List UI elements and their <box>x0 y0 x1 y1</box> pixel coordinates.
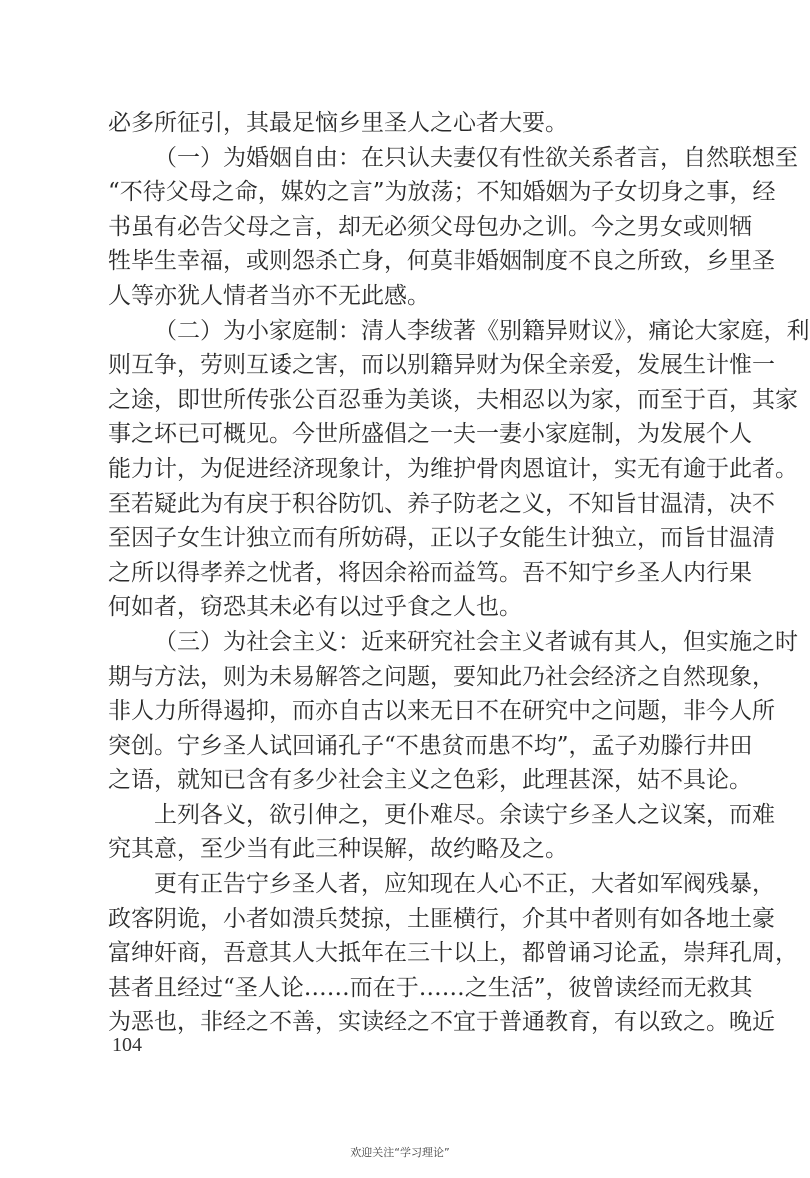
paragraph-first-line: （一）为婚姻自由：在只认夫妻仅有性欲关系者言，自然联想至 <box>154 144 798 171</box>
text-line: 人等亦犹人情者当亦不无此感。 <box>108 282 430 309</box>
text-line: 之语，就知已含有多少社会主义之色彩，此理甚深，姑不具论。 <box>108 767 752 794</box>
text-line: 之途，即世所传张公百忍垂为美谈，夫相忍以为家，而至于百，其家 <box>108 386 798 413</box>
text-line: 至若疑此为有戾于积谷防饥、养子防老之义，不知旨甘温清，决不 <box>108 490 775 517</box>
paragraph-first-line: 上列各义，欲引伸之，更仆难尽。余读宁乡圣人之议案，而难 <box>154 801 775 828</box>
text-line: 突创。宁乡圣人试回诵孔子“不患贫而患不均”，孟子劝滕行井田 <box>108 732 753 759</box>
text-line: 富绅奸商，吾意其人大抵年在三十以上，都曾诵习论孟，崇拜孔周， <box>108 940 798 967</box>
text-line: 至因子女生计独立而有所妨碍，正以子女能生计独立，而旨甘温清 <box>108 525 775 552</box>
text-line: 之所以得孝养之忧者，将因余裕而益笃。吾不知宁乡圣人内行果 <box>108 559 752 586</box>
text-line: “不待父母之命，媒妁之言”为放荡；不知婚姻为子女切身之事，经 <box>108 179 776 206</box>
paragraph-first-line: （二）为小家庭制：清人李绂著《别籍异财议》，痛论大家庭，利 <box>154 317 810 344</box>
text-line: 为恶也，非经之不善，实读经之不宜于普通教育，有以致之。晚近 <box>108 1009 775 1036</box>
text-line: 何如者，窃恐其未必有以过乎食之人也。 <box>108 594 522 621</box>
text-line: 书虽有必告父母之言，却无必须父母包办之训。今之男女或则牺 <box>108 213 752 240</box>
text-line: 期与方法，则为未易解答之问题，要知此乃社会经济之自然现象， <box>108 663 775 690</box>
page-body-text <box>108 106 810 1040</box>
paragraph-first-line: （三）为社会主义：近来研究社会主义者诚有其人，但实施之时 <box>154 628 798 655</box>
text-line: 非人力所得遏抑，而亦自古以来无日不在研究中之问题，非今人所 <box>108 698 775 725</box>
text-line: 能力计，为促进经济现象计，为维护骨肉恩谊计，实无有逾于此者。 <box>108 455 798 482</box>
text-line: 政客阴诡，小者如溃兵焚掠，土匪横行，介其中者则有如各地土豪 <box>108 905 775 932</box>
footer-note: 欢迎关注“学习理论” <box>350 1146 450 1159</box>
text-line: 究其意，至少当有此三种误解，故约略及之。 <box>108 836 568 863</box>
text-line: 事之坏已可概见。今世所盛倡之一夫一妻小家庭制，为发展个人 <box>108 421 752 448</box>
text-line: 甚者且经过“圣人论……而在于……之生活”，彼曾读经而无救其 <box>108 974 753 1001</box>
text-line: 则互争，劳则互诿之害，而以别籍异财为保全亲爱，发展生计惟一 <box>108 352 775 379</box>
text-line: 牲毕生幸福，或则怨杀亡身，何莫非婚姻制度不良之所致，乡里圣 <box>108 248 775 275</box>
paragraph-first-line: 更有正告宁乡圣人者，应知现在人心不正，大者如军阀残暴， <box>154 871 775 898</box>
text-line: 必多所征引，其最足恼乡里圣人之心者大要。 <box>108 110 568 136</box>
page-number: 104 <box>112 1034 142 1056</box>
